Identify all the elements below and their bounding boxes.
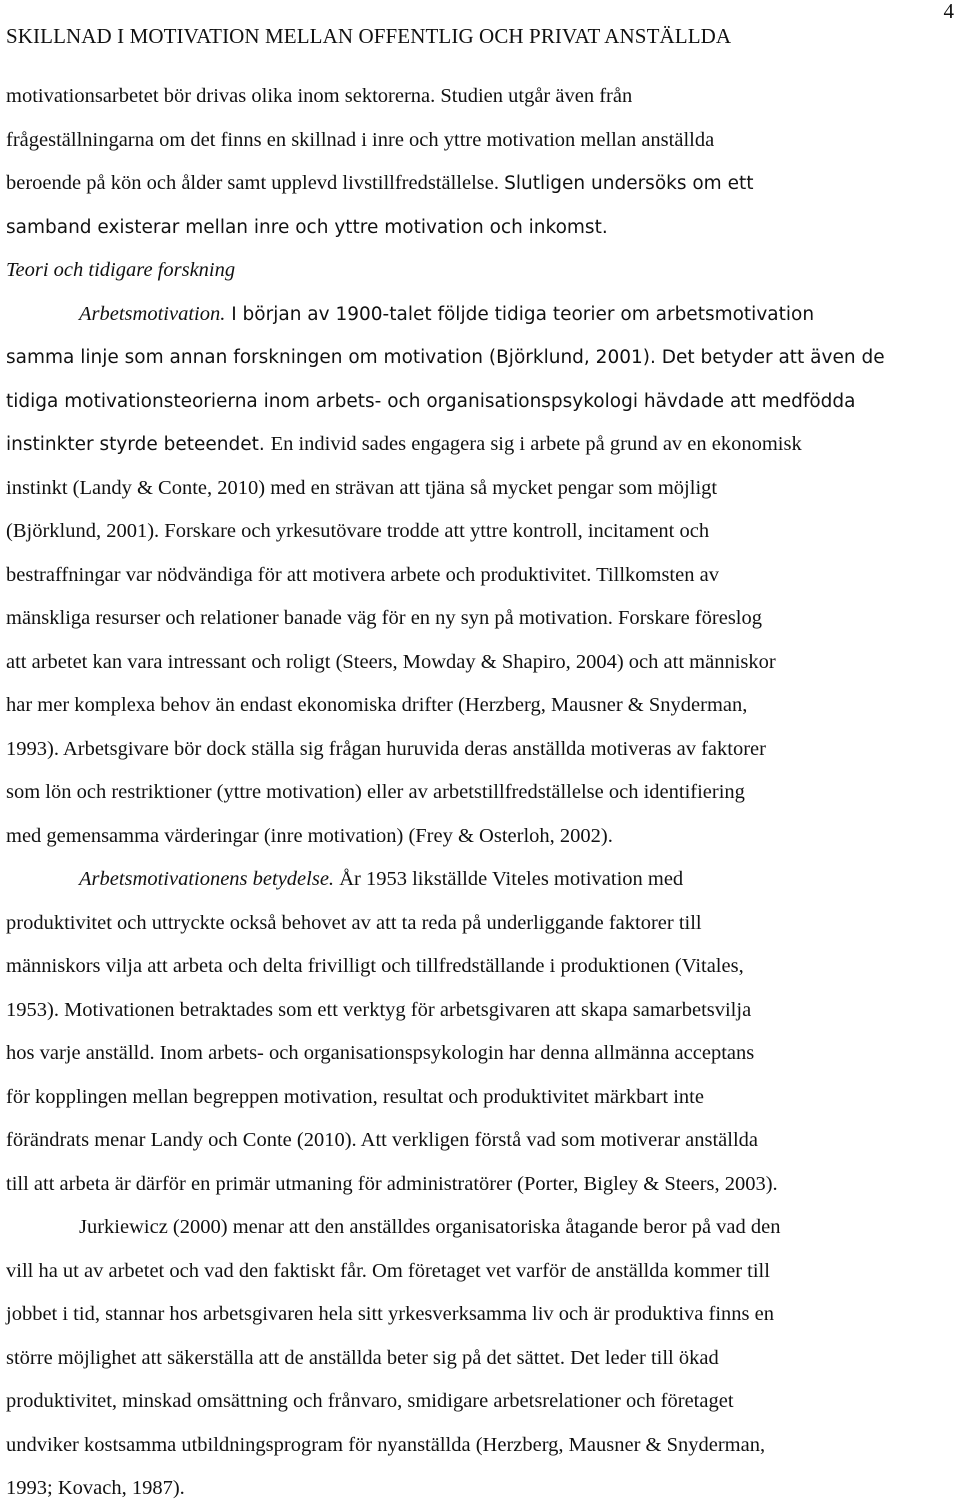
text-line [6, 771, 956, 815]
subheading-inline: Arbetsmotivation. [79, 302, 226, 325]
text-segment: Jurkiewicz (2000) menar att den anställdes organisatoriska åtagande beror på vad den [79, 1216, 781, 1238]
text-line [6, 945, 956, 989]
running-head: SKILLNAD I MOTIVATION MELLAN OFFENTLIG OCH PRIVAT ANSTÄLLDA [6, 24, 732, 48]
text-segment: förändrats menar Landy och Conte (2010). Att verkligen förstå vad som motiverar anställda [6, 1129, 759, 1151]
text-line [6, 684, 956, 728]
text-segment: människors vilja att arbeta och delta frivilligt och tillfredställande i produktionen (Vitales, [6, 955, 744, 977]
text-segment: att arbetet kan vara intressant och roligt (Steers, Mowday & Shapiro, 2004) och att människor [6, 650, 776, 673]
text-line [6, 75, 956, 119]
text-line [6, 641, 956, 685]
text-line [6, 1380, 956, 1424]
text-line [6, 554, 956, 598]
text-segment: Teori och tidigare forskning [6, 259, 236, 281]
text-line [6, 1076, 956, 1120]
section-heading [6, 249, 956, 293]
text-segment: instinkt (Landy & Conte, 2010) med en strävan att tjäna så mycket pengar som möjligt [6, 476, 718, 499]
text-segment: (Björklund, 2001). Forskare och yrkesutövare trodde att yttre kontroll, incitament och [6, 520, 710, 542]
text-segment: samband existerar mellan inre och yttre motivation och inkomst. [6, 216, 608, 238]
text-segment: för kopplingen mellan begreppen motivation, resultat och produktivitet märkbart inte [6, 1085, 704, 1108]
text-line [6, 858, 956, 902]
text-segment: 1993). Arbetsgivare bör dock ställa sig frågan huruvida deras anställda motiveras av faktorer [6, 737, 766, 760]
text-line [6, 1163, 956, 1207]
text-segment: instinkter styrde beteendet. [6, 434, 271, 455]
text-segment: vill ha ut av arbetet och vad den faktiskt får. Om företaget vet varför de anställda kommer till [6, 1259, 770, 1282]
text-line [6, 597, 956, 641]
text-segment: med gemensamma värderingar (inre motivation) (Frey & Osterloh, 2002). [6, 824, 613, 847]
text-segment: tidiga motivationsteorierna inom arbets- och organisationspsykologi hävdade att medfödda [6, 390, 856, 412]
text-line [6, 1293, 956, 1337]
text-line [6, 1032, 956, 1076]
page-number: 4 [943, 0, 954, 23]
text-segment: Slutligen undersöks om ett [504, 173, 754, 194]
text-segment: till att arbeta är därför en primär utmaning för administratörer (Porter, Bigley & Steers, 2003). [6, 1172, 778, 1195]
text-segment: bestraffningar var nödvändiga för att motivera arbete och produktivitet. Tillkomsten av [6, 563, 719, 586]
text-line [6, 423, 956, 467]
text-segment: jobbet i tid, stannar hos arbetsgivaren hela sitt yrkesverksamma liv och är produktiva finns en [6, 1303, 774, 1325]
text-segment: frågeställningarna om det finns en skillnad i inre och yttre motivation mellan anställda [6, 128, 715, 151]
text-line [6, 1206, 956, 1250]
text-line [6, 1250, 956, 1294]
text-segment: har mer komplexa behov än endast ekonomiska drifter (Herzberg, Mausner & Snyderman, [6, 694, 748, 716]
text-segment: En individ sades engagera sig i arbete på grund av en ekonomisk [270, 433, 802, 455]
text-line [6, 1337, 956, 1381]
text-segment: större möjlighet att säkerställa att de anställda beter sig på det sättet. Det leder till ökad [6, 1346, 719, 1369]
text-segment: I början av 1900-talet följde tidiga teorier om arbetsmotivation [225, 303, 815, 325]
text-line [6, 815, 956, 859]
text-line [6, 1119, 956, 1163]
text-segment: 1953). Motivationen betraktades som ett verktyg för arbetsgivaren att skapa samarbetsvilja [6, 998, 752, 1021]
text-line [6, 1467, 956, 1511]
text-line [6, 380, 956, 424]
text-segment: hos varje anställd. Inom arbets- och organisationspsykologin har denna allmänna acceptans [6, 1042, 755, 1064]
text-line [6, 902, 956, 946]
text-segment: samma linje som annan forskningen om motivation (Björklund, 2001). [6, 347, 662, 368]
text-line [6, 467, 956, 511]
text-line [6, 293, 956, 337]
subheading-inline: Arbetsmotivationens betydelse. [79, 868, 335, 890]
text-segment: motivationsarbetet bör drivas olika inom sektorerna. Studien utgår även från [6, 85, 633, 107]
text-line [6, 510, 956, 554]
text-segment: 1993; Kovach, 1987). [6, 1477, 185, 1499]
text-line [6, 989, 956, 1033]
text-line [6, 728, 956, 772]
text-segment: som lön och restriktioner (yttre motivation) eller av arbetstillfredställelse och identifiering [6, 781, 745, 803]
text-segment: Det betyder att även de [661, 347, 885, 368]
text-line [6, 1424, 956, 1468]
text-line [6, 119, 956, 163]
body-text [6, 75, 956, 1511]
text-segment: År 1953 likställde Viteles motivation med [334, 868, 684, 890]
text-line [6, 162, 956, 206]
text-segment: beroende på kön och ålder samt upplevd livstillfredställelse. [6, 172, 505, 194]
text-segment: mänskliga resurser och relationer banade väg för en ny syn på motivation. Forskare föreslog [6, 607, 762, 629]
text-line [6, 336, 956, 380]
text-segment: undviker kostsamma utbildningsprogram för nyanställda (Herzberg, Mausner & Snyderman, [6, 1433, 766, 1456]
text-line [6, 206, 956, 250]
text-segment: produktivitet, minskad omsättning och frånvaro, smidigare arbetsrelationer och företaget [6, 1390, 734, 1412]
text-segment: produktivitet och uttryckte också behovet av att ta reda på underliggande faktorer till [6, 911, 702, 934]
